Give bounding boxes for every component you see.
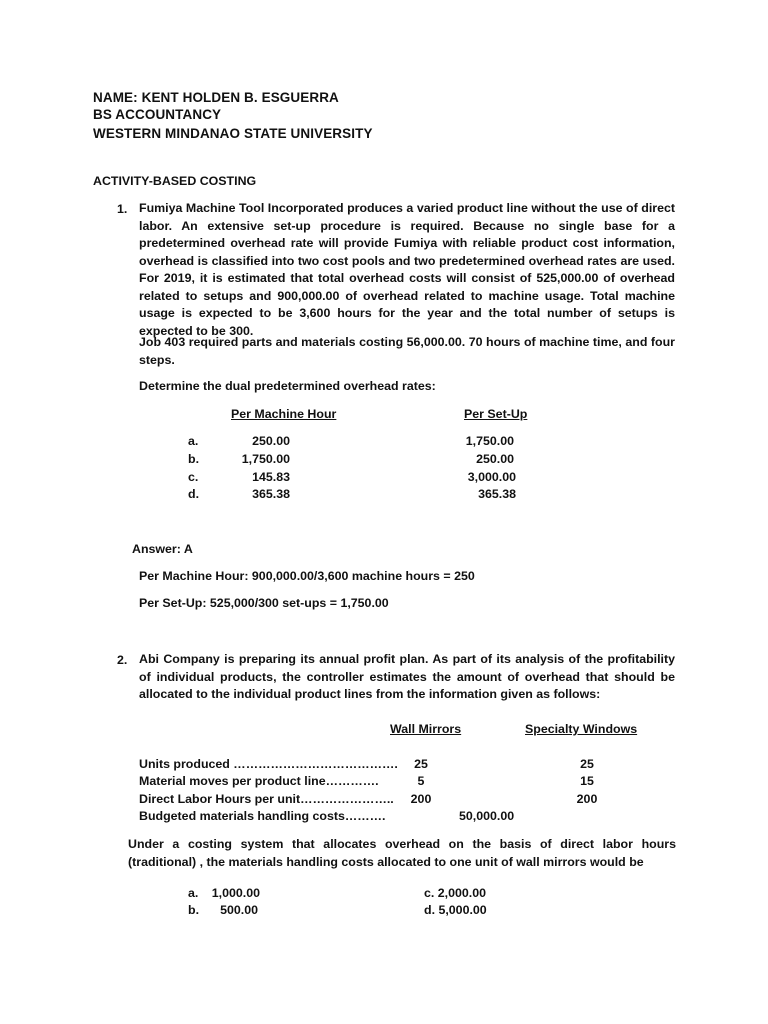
course: BS ACCOUNTANCY [93, 107, 222, 122]
q1-col-setup: Per Set-Up [464, 407, 528, 421]
q1-option-setup: 250.00 [476, 452, 514, 466]
q1-option-setup: 3,000.00 [467, 470, 516, 484]
q1-solution-machine: Per Machine Hour: 900,000.00/3,600 machine hours = 250 [139, 569, 475, 583]
q1-option-machine: 1,750.00 [241, 452, 290, 466]
q1-col-machine: Per Machine Hour [231, 407, 337, 421]
q2-row-label: Units produced …………………………………. [139, 757, 398, 771]
q2-choice-c: c. 2,000.00 [424, 886, 487, 900]
q1-job-text: Job 403 required parts and materials costing 56,000.00. 70 hours of machine time, and four steps. [139, 335, 675, 367]
q2-choice-value: 1,000.00 [211, 886, 260, 900]
q2-text: Abi Company is preparing its annual profit plan. As part of its analysis of the profitability of individual products, the controller estimates the amount of overhead that should be allocated to the individual product lines from the information given as follows: [139, 652, 675, 701]
q1-option-setup: 365.38 [478, 487, 516, 501]
q1-number: 1. [117, 202, 128, 216]
q1-option-letter: b. [188, 452, 200, 466]
q2-row-wall: 5 [417, 774, 425, 788]
q2-number: 2. [117, 653, 128, 667]
q2-row-label: Material moves per product line…………. [139, 774, 379, 788]
q2-col-wall: Wall Mirrors [390, 722, 462, 736]
q1-option-machine: 145.83 [252, 470, 290, 484]
q2-budget-label: Budgeted materials handling costs………. [139, 809, 386, 823]
student-name: NAME: KENT HOLDEN B. ESGUERRA [93, 90, 339, 105]
q1-answer: Answer: A [132, 542, 193, 556]
q1-option-letter: c. [188, 470, 199, 484]
q2-row-wall: 25 [414, 757, 428, 771]
q2-choice-letter: b. [188, 903, 200, 917]
q2-col-specialty: Specialty Windows [525, 722, 638, 736]
q2-row-specialty: 15 [580, 774, 594, 788]
q2-question: Under a costing system that allocates overhead on the basis of direct labor hours (traditional) , the materials handling costs allocated to one unit of wall mirrors would be [128, 837, 676, 869]
q2-choice-value: 500.00 [220, 903, 258, 917]
q2-budget-value: 50,000.00 [459, 809, 515, 823]
section-title: ACTIVITY-BASED COSTING [93, 174, 257, 188]
q2-row-specialty: 25 [580, 757, 594, 771]
q2-choice-d: d. 5,000.00 [424, 903, 487, 917]
university: WESTERN MINDANAO STATE UNIVERSITY [93, 126, 373, 141]
q2-row-specialty: 200 [576, 792, 598, 806]
q2-row-label: Direct Labor Hours per unit………………….. [139, 792, 394, 806]
q1-option-setup: 1,750.00 [465, 434, 514, 448]
q1-option-letter: d. [188, 487, 200, 501]
q1-option-machine: 250.00 [252, 434, 290, 448]
q1-solution-setup: Per Set-Up: 525,000/300 set-ups = 1,750.00 [139, 596, 389, 610]
q1-option-letter: a. [188, 434, 199, 448]
q1-text: Fumiya Machine Tool Incorporated produces a varied product line without the use of direct labor. An extensive set-up procedure is required. Because no single base for a predetermined overhead rate will provide Fumiya with reliable product cost information, overhead is classified into two cost pools and two predetermined overhead rates are used. For 2019, it is estimated that total overhead costs will consist of 525,000.00 of overhead related to setups and 900,000.00 of overhead related to machine usage. Total machine usage is expected to be 3,600 hours for the year and the total number of setups is expected to be 300. [139, 201, 675, 338]
q2-row-wall: 200 [410, 792, 432, 806]
q2-choice-letter: a. [188, 886, 199, 900]
q1-option-machine: 365.38 [252, 487, 290, 501]
q1-prompt: Determine the dual predetermined overhead rates: [139, 379, 436, 393]
